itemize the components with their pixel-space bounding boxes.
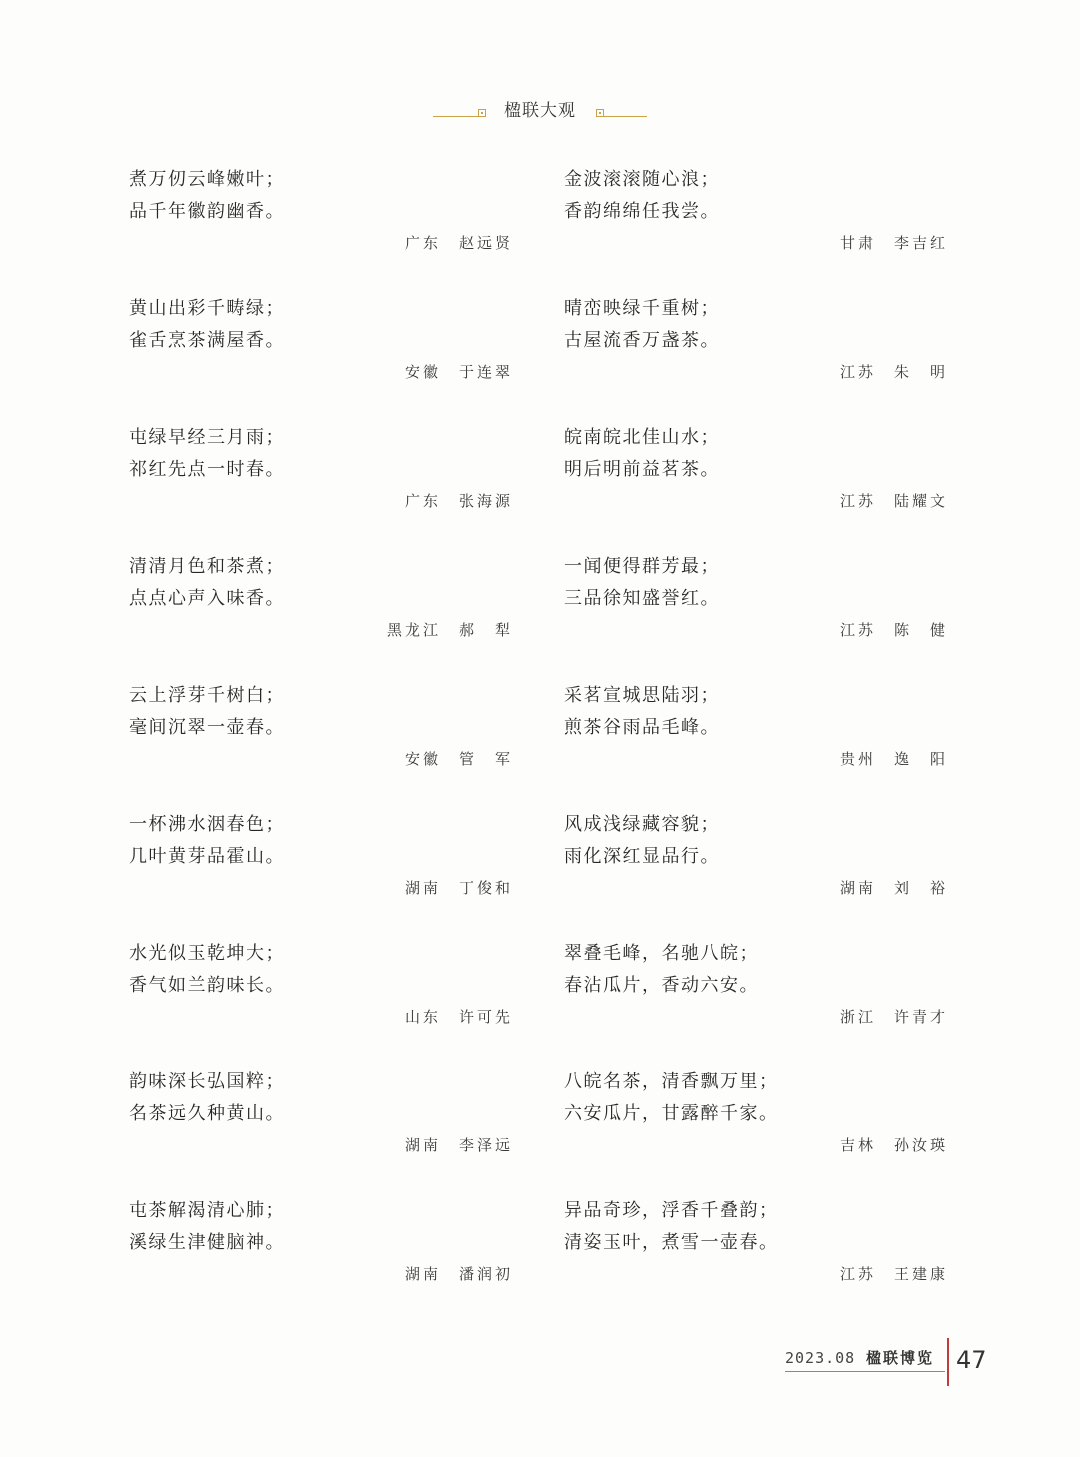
author-province: 湖南 — [404, 1265, 441, 1283]
couplet-author — [840, 1005, 948, 1029]
couplet-lower-line: 毫间沉翠一壶春。 — [129, 717, 285, 738]
couplet-entry — [564, 1199, 954, 1309]
couplet-lower-line: 雨化深红显品行。 — [564, 846, 720, 867]
couplet-upper-line: 水光似玉乾坤大； — [129, 943, 285, 964]
couplet-author — [840, 747, 948, 771]
author-province: 安徽 — [404, 750, 441, 768]
header-rule-right — [600, 116, 647, 117]
couplet-entry — [129, 555, 519, 665]
couplet-entry — [129, 297, 519, 407]
author-name: 陈 健 — [893, 621, 948, 639]
couplet-author — [840, 360, 948, 384]
author-name: 陆耀文 — [893, 492, 948, 510]
author-province: 江苏 — [839, 621, 876, 639]
issue-date: 2023.08 — [785, 1349, 856, 1367]
couplet-upper-line: 晴峦映绿千重树； — [564, 298, 720, 319]
couplet-entry — [564, 297, 954, 407]
header-rule-left — [433, 116, 483, 117]
couplet-author — [405, 747, 513, 771]
couplet-author — [405, 1133, 513, 1157]
author-province: 湖南 — [404, 1136, 441, 1154]
couplet-upper-line: 煮万仞云峰嫩叶； — [129, 169, 285, 190]
author-name: 王建康 — [893, 1265, 948, 1283]
author-province: 甘肃 — [839, 234, 876, 252]
couplet-author — [840, 1133, 948, 1157]
author-name: 潘润初 — [458, 1265, 513, 1283]
couplet-entry — [129, 168, 519, 278]
author-name: 张海源 — [458, 492, 513, 510]
couplet-upper-line: 一杯沸水洇春色； — [129, 814, 285, 835]
couplet-entry — [564, 168, 954, 278]
couplet-lower-line: 品千年徽韵幽香。 — [129, 201, 285, 222]
couplet-upper-line: 皖南皖北佳山水； — [564, 427, 720, 448]
author-name: 逸 阳 — [893, 750, 948, 768]
couplet-lower-line: 溪绿生津健脑神。 — [129, 1232, 285, 1253]
couplet-upper-line: 黄山出彩千畴绿； — [129, 298, 285, 319]
author-province: 江苏 — [839, 492, 876, 510]
couplet-entry — [129, 1199, 519, 1309]
couplet-upper-line: 翠叠毛峰，名驰八皖； — [564, 943, 759, 964]
couplet-entry — [564, 684, 954, 794]
couplet-lower-line: 名茶远久种黄山。 — [129, 1103, 285, 1124]
couplet-author — [405, 231, 513, 255]
author-province: 安徽 — [404, 363, 441, 381]
couplet-lower-line: 香韵绵绵任我尝。 — [564, 201, 720, 222]
author-name: 孙汝瑛 — [893, 1136, 948, 1154]
couplet-lower-line: 香气如兰韵味长。 — [129, 975, 285, 996]
header-ornament-left-icon — [478, 109, 486, 117]
couplet-entry — [564, 426, 954, 536]
couplet-author — [405, 489, 513, 513]
couplet-upper-line: 金波滚滚随心浪； — [564, 169, 720, 190]
author-name: 许青才 — [893, 1008, 948, 1026]
couplet-upper-line: 屯茶解渴清心肺； — [129, 1200, 285, 1221]
couplet-upper-line: 清清月色和茶煮； — [129, 556, 285, 577]
page-footer — [0, 1338, 1080, 1388]
couplet-author — [405, 876, 513, 900]
couplet-lower-line: 祁红先点一时春。 — [129, 459, 285, 480]
couplet-entry — [129, 684, 519, 794]
author-name: 许可先 — [458, 1008, 513, 1026]
couplet-author — [840, 1262, 948, 1286]
author-name: 郝 犁 — [458, 621, 513, 639]
couplet-lower-line: 几叶黄芽品霍山。 — [129, 846, 285, 867]
couplet-upper-line: 异品奇珍，浮香千叠韵； — [564, 1200, 779, 1221]
couplet-author — [840, 231, 948, 255]
author-name: 丁俊和 — [458, 879, 513, 897]
author-name: 李吉红 — [893, 234, 948, 252]
couplet-upper-line: 屯绿早经三月雨； — [129, 427, 285, 448]
couplet-author — [405, 1005, 513, 1029]
magazine-name: 楹联博览 — [866, 1349, 935, 1367]
couplet-lower-line: 三品徐知盛誉红。 — [564, 588, 720, 609]
couplet-upper-line: 韵味深长弘国粹； — [129, 1071, 285, 1092]
author-province: 吉林 — [839, 1136, 876, 1154]
author-province: 江苏 — [839, 363, 876, 381]
author-name: 管 军 — [458, 750, 513, 768]
author-province: 贵州 — [839, 750, 876, 768]
footer-underline — [785, 1371, 945, 1372]
author-province: 湖南 — [839, 879, 876, 897]
author-name: 朱 明 — [893, 363, 948, 381]
author-province: 广东 — [404, 492, 441, 510]
couplet-lower-line: 春沾瓜片，香动六安。 — [564, 975, 759, 996]
couplet-upper-line: 云上浮芽千树白； — [129, 685, 285, 706]
couplet-entry — [564, 1070, 954, 1180]
couplet-lower-line: 煎茶谷雨品毛峰。 — [564, 717, 720, 738]
author-name: 刘 裕 — [893, 879, 948, 897]
couplet-lower-line: 雀舌烹茶满屋香。 — [129, 330, 285, 351]
author-province: 广东 — [404, 234, 441, 252]
couplet-entry — [129, 1070, 519, 1180]
couplet-lower-line: 明后明前益茗茶。 — [564, 459, 720, 480]
author-name: 于连翠 — [458, 363, 513, 381]
couplet-entry — [129, 942, 519, 1052]
author-name: 李泽远 — [458, 1136, 513, 1154]
couplet-entry — [564, 813, 954, 923]
couplet-entry — [129, 813, 519, 923]
author-province: 江苏 — [839, 1265, 876, 1283]
couplet-upper-line: 一闻便得群芳最； — [564, 556, 720, 577]
couplet-entry — [564, 942, 954, 1052]
couplet-author — [405, 1262, 513, 1286]
section-title: 楹联大观 — [504, 101, 576, 121]
author-name: 赵远贤 — [458, 234, 513, 252]
section-header — [0, 98, 1080, 128]
couplet-lower-line: 清姿玉叶，煮雪一壶春。 — [564, 1232, 779, 1253]
author-province: 浙江 — [839, 1008, 876, 1026]
page-number: 47 — [956, 1346, 987, 1374]
couplet-author — [405, 360, 513, 384]
couplet-lower-line: 古屋流香万盏茶。 — [564, 330, 720, 351]
couplet-upper-line: 八皖名茶，清香飘万里； — [564, 1071, 779, 1092]
author-province: 山东 — [404, 1008, 441, 1026]
couplet-author — [840, 618, 948, 642]
author-province: 黑龙江 — [386, 621, 441, 639]
couplet-lower-line: 六安瓜片，甘露醉千家。 — [564, 1103, 779, 1124]
couplet-author — [840, 876, 948, 900]
couplet-entry — [129, 426, 519, 536]
couplet-upper-line: 采茗宣城思陆羽； — [564, 685, 720, 706]
footer-divider — [947, 1338, 949, 1386]
couplet-author — [387, 618, 513, 642]
couplet-lower-line: 点点心声入味香。 — [129, 588, 285, 609]
couplet-author — [840, 489, 948, 513]
couplet-entry — [564, 555, 954, 665]
couplet-upper-line: 风成浅绿藏容貌； — [564, 814, 720, 835]
author-province: 湖南 — [404, 879, 441, 897]
